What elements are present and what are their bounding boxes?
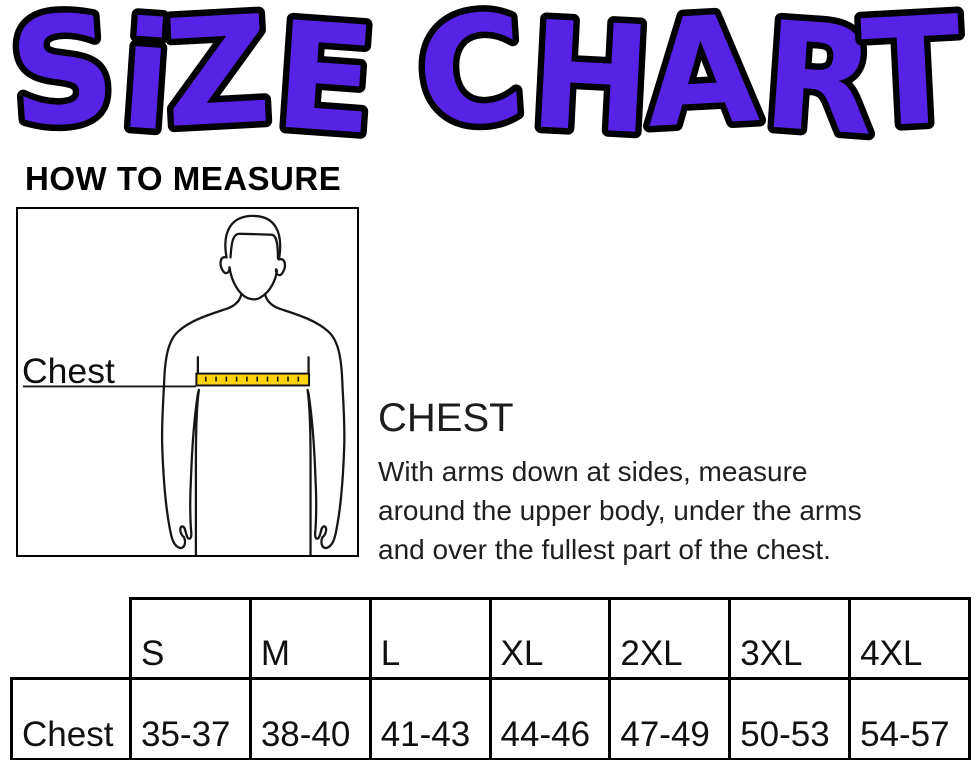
chest-values-row <box>12 679 970 760</box>
chest-value-4xl: 54-57 <box>850 679 970 760</box>
size-header-l: L <box>370 599 490 679</box>
page-title: SiZE CHART <box>4 0 969 152</box>
size-header-xl: XL <box>490 599 610 679</box>
instruction-line-2: around the upper body, under the arms <box>378 495 862 526</box>
size-header-row <box>12 599 970 679</box>
face-outline <box>230 267 277 299</box>
torso-figure-illustration <box>18 209 357 555</box>
left-arm-torso-outline <box>162 294 241 555</box>
size-header-m: M <box>250 599 370 679</box>
instruction-line-3: and over the fullest part of the chest. <box>378 534 831 565</box>
instruction-line-1: With arms down at sides, measure <box>378 456 808 487</box>
title-banner <box>0 0 978 152</box>
size-header-4xl: 4XL <box>850 599 970 679</box>
right-arm-torso-outline <box>265 294 344 555</box>
chest-row-label: Chest <box>12 679 131 760</box>
chest-instructions-text <box>378 452 974 569</box>
left-ear <box>221 257 230 273</box>
chest-instructions-section <box>378 398 974 569</box>
chest-section-heading: CHEST <box>378 396 514 440</box>
chest-value-l: 41-43 <box>370 679 490 760</box>
chest-value-2xl: 47-49 <box>610 679 730 760</box>
measurement-diagram <box>16 207 359 557</box>
size-header-s: S <box>131 599 251 679</box>
chest-value-m: 38-40 <box>250 679 370 760</box>
how-to-measure-heading: HOW TO MEASURE <box>25 160 342 197</box>
size-header-2xl: 2XL <box>610 599 730 679</box>
hair-fringe-line <box>230 234 277 259</box>
chest-value-3xl: 50-53 <box>730 679 850 760</box>
chest-label: Chest <box>21 350 115 391</box>
size-table <box>10 597 971 760</box>
measuring-tape <box>196 374 309 386</box>
chest-value-s: 35-37 <box>131 679 251 760</box>
table-corner-cell <box>12 599 131 679</box>
chest-value-xl: 44-46 <box>490 679 610 760</box>
size-header-3xl: 3XL <box>730 599 850 679</box>
